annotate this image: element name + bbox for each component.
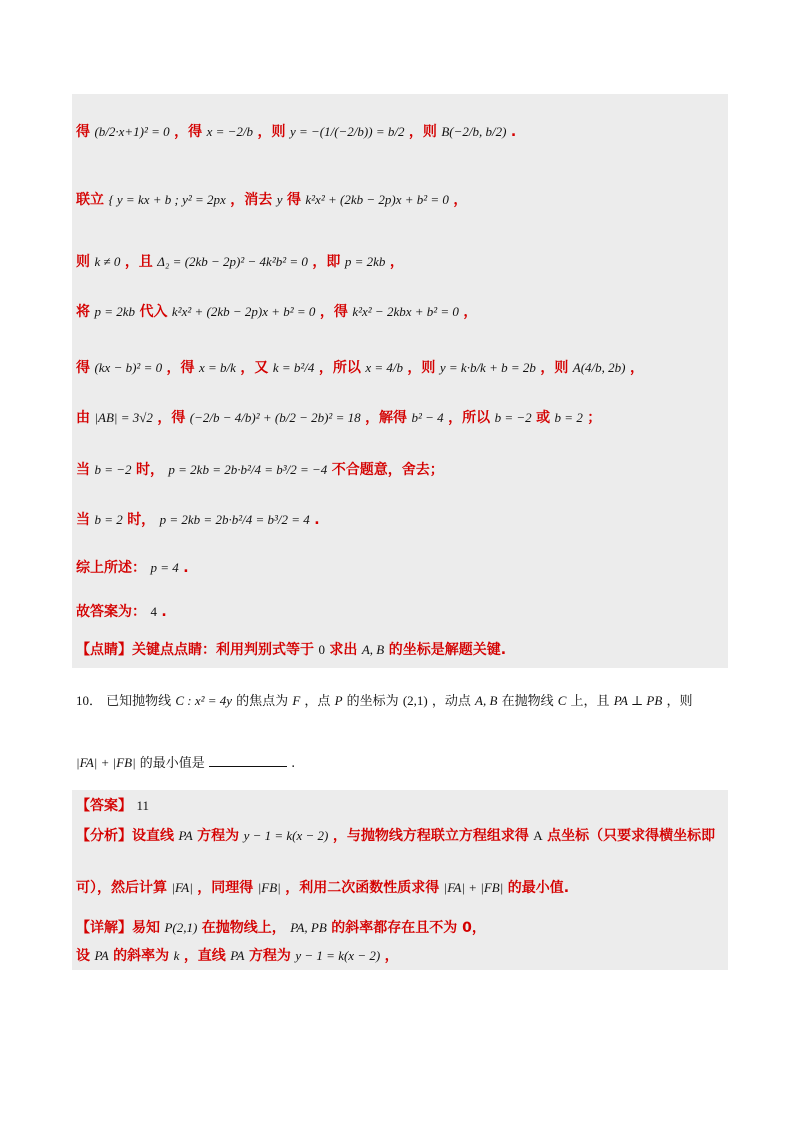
formula: b = 2	[94, 512, 123, 527]
formula: PA	[230, 948, 245, 963]
formula: P	[334, 693, 343, 708]
solution-line-2	[76, 192, 467, 209]
analysis-line-2	[76, 880, 569, 897]
formula: (kx − b)² = 0	[94, 360, 163, 375]
text: 的坐标是解题关键.	[388, 642, 507, 658]
solution-line-8	[76, 512, 320, 529]
text: ，又	[240, 360, 269, 376]
question-10-line-1	[76, 690, 692, 709]
formula: 4	[150, 604, 157, 619]
text: 综上所述：	[76, 560, 146, 576]
solution-line-4	[76, 304, 477, 321]
text: 设	[76, 948, 90, 964]
solution-line-3	[76, 254, 404, 271]
formula: k²x² + (2kb − 2p)x + b² = 0	[171, 304, 316, 319]
text: ，	[463, 304, 478, 320]
text: ，则	[257, 124, 286, 140]
formula: F	[292, 693, 301, 708]
text: 【详解】易知	[76, 920, 160, 936]
detail-line-1	[76, 920, 486, 937]
text: 当	[76, 462, 90, 478]
text: 上，且	[570, 694, 610, 709]
formula: x = −2/b	[206, 124, 254, 139]
solution-line-6	[76, 410, 601, 427]
text: 【分析】设直线	[76, 828, 174, 844]
answer-label: 【答案】	[76, 798, 132, 814]
text: 的斜率都存在且不为 0，	[331, 920, 486, 936]
text: 得	[286, 192, 301, 208]
text: 的斜率为	[113, 948, 170, 964]
formula: PA	[94, 948, 109, 963]
formula: (−2/b − 4/b)² + (b/2 − 2b)² = 18	[189, 410, 361, 425]
text: 在抛物线上，	[201, 920, 286, 936]
text: 时，	[127, 512, 156, 528]
formula: PA	[178, 828, 193, 843]
formula: p = 2kb	[344, 254, 386, 269]
solution-shaded-box	[72, 94, 728, 668]
text: ，得	[174, 124, 203, 140]
text: ；	[587, 410, 602, 426]
text: 点坐标（只要求得横坐标即	[547, 828, 716, 844]
formula: p = 2kb	[94, 304, 135, 319]
text: 时，	[135, 462, 164, 478]
formula: |FA| + |FB|	[443, 880, 504, 895]
formula: |FA| + |FB|	[76, 755, 136, 770]
text: ，	[384, 948, 399, 964]
text: ，同理得	[197, 880, 254, 896]
text: ，直线	[183, 948, 226, 964]
formula: k = b²/4	[272, 360, 315, 375]
formula: A	[533, 828, 543, 843]
text: 得	[76, 360, 90, 376]
text: ，得	[166, 360, 195, 376]
formula: |FA|	[171, 880, 193, 895]
text: ，则	[407, 360, 436, 376]
formula: b² − 4	[411, 410, 444, 425]
text: ，与抛物线方程联立方程组求得	[332, 828, 529, 844]
solution-line-9	[76, 560, 189, 577]
formula: A, B	[361, 642, 385, 657]
text: 当	[76, 512, 90, 528]
question-10-line-2	[76, 752, 295, 771]
formula: k	[173, 948, 180, 963]
formula: y = k·b/k + b = 2b	[439, 360, 536, 375]
formula: p = 4	[150, 560, 179, 575]
formula: PA ⊥ PB	[613, 693, 663, 708]
text: ，解得	[365, 410, 408, 426]
text: 方程为	[248, 948, 291, 964]
text: .	[161, 604, 167, 620]
formula: b = 2	[554, 410, 583, 425]
text: 或	[536, 410, 551, 426]
text: .	[510, 124, 517, 140]
solution-line-11	[76, 642, 506, 659]
solution-line-1	[76, 124, 516, 141]
formula: (b/2·x+1)² = 0	[94, 124, 170, 139]
formula: k²x² + (2kb − 2p)x + b² = 0	[305, 192, 449, 207]
formula: y − 1 = k(x − 2)	[243, 828, 329, 843]
formula: p = 2kb = 2b·b²/4 = b³/2 = 4	[159, 512, 310, 527]
text: 代入	[139, 304, 168, 320]
formula: k ≠ 0	[94, 254, 121, 269]
text: 不合题意，舍去；	[331, 462, 444, 478]
text: .	[291, 756, 296, 771]
question-number: 10．	[76, 693, 103, 708]
text: 故答案为：	[76, 604, 146, 620]
text: 得	[76, 124, 90, 140]
text: .	[183, 560, 189, 576]
formula: |AB| = 3√2	[94, 410, 153, 425]
formula: (2,1)	[402, 693, 428, 708]
detail-line-2	[76, 948, 399, 965]
formula: k²x² − 2kbx + b² = 0	[352, 304, 459, 319]
formula: y	[276, 192, 283, 207]
solution-line-5	[76, 360, 644, 377]
formula: P(2,1)	[164, 920, 198, 935]
text: 的最小值是	[139, 756, 205, 771]
answer-value: 11	[136, 798, 149, 813]
text: 联立	[76, 192, 104, 208]
text: ，则	[666, 694, 693, 709]
text: 将	[76, 304, 90, 320]
text: 由	[76, 410, 90, 426]
formula: y − 1 = k(x − 2)	[295, 948, 381, 963]
formula: C : x² = 4y	[175, 693, 233, 708]
formula: |FB|	[257, 880, 281, 895]
text: ，即	[312, 254, 341, 270]
formula: { y = kx + b ; y² = 2px	[108, 192, 226, 207]
text: 在抛物线	[501, 694, 554, 709]
formula: B(−2/b, b/2)	[441, 124, 507, 139]
formula: x = 4/b	[365, 360, 403, 375]
text: ，动点	[431, 694, 471, 709]
text: 的焦点为	[236, 694, 289, 709]
text: 则	[76, 254, 90, 270]
formula: C	[557, 693, 567, 708]
text: 已知抛物线	[106, 694, 172, 709]
answer-blank	[209, 754, 287, 767]
formula: b = −2	[494, 410, 532, 425]
text: ，且	[124, 254, 153, 270]
formula: A, B	[475, 693, 498, 708]
formula: y = −(1/(−2/b)) = b/2	[289, 124, 405, 139]
text: .	[314, 512, 320, 528]
text: ，则	[540, 360, 569, 376]
text: 方程为	[197, 828, 240, 844]
text: ，利用二次函数性质求得	[285, 880, 440, 896]
answer-line	[76, 798, 149, 815]
text: ，得	[319, 304, 348, 320]
formula: A(4/b, 2b)	[572, 360, 626, 375]
formula: 0	[318, 642, 325, 657]
text: ，点	[304, 694, 331, 709]
text: 可），然后计算	[76, 880, 167, 896]
formula: p = 2kb = 2b·b²/4 = b³/2 = −4	[168, 462, 328, 477]
text: ，得	[157, 410, 186, 426]
text: ，	[453, 192, 468, 208]
text: ，消去	[230, 192, 273, 208]
text: ，	[389, 254, 404, 270]
formula: x = b/k	[199, 360, 236, 375]
analysis-line-1	[76, 828, 715, 845]
text: ，所以	[448, 410, 491, 426]
text: 的坐标为	[346, 694, 399, 709]
formula: b = −2	[94, 462, 132, 477]
text: 【点睛】关键点点睛：利用判别式等于	[76, 642, 314, 658]
solution-line-7	[76, 462, 444, 479]
solution-line-10	[76, 604, 167, 621]
text: 求出	[329, 642, 358, 658]
formula: Δ₂ = (2kb − 2p)² − 4k²b² = 0	[157, 254, 308, 269]
text: 的最小值.	[507, 880, 570, 896]
text: ，所以	[318, 360, 361, 376]
text: ，	[629, 360, 644, 376]
text: ，则	[408, 124, 437, 140]
formula: PA, PB	[290, 920, 327, 935]
